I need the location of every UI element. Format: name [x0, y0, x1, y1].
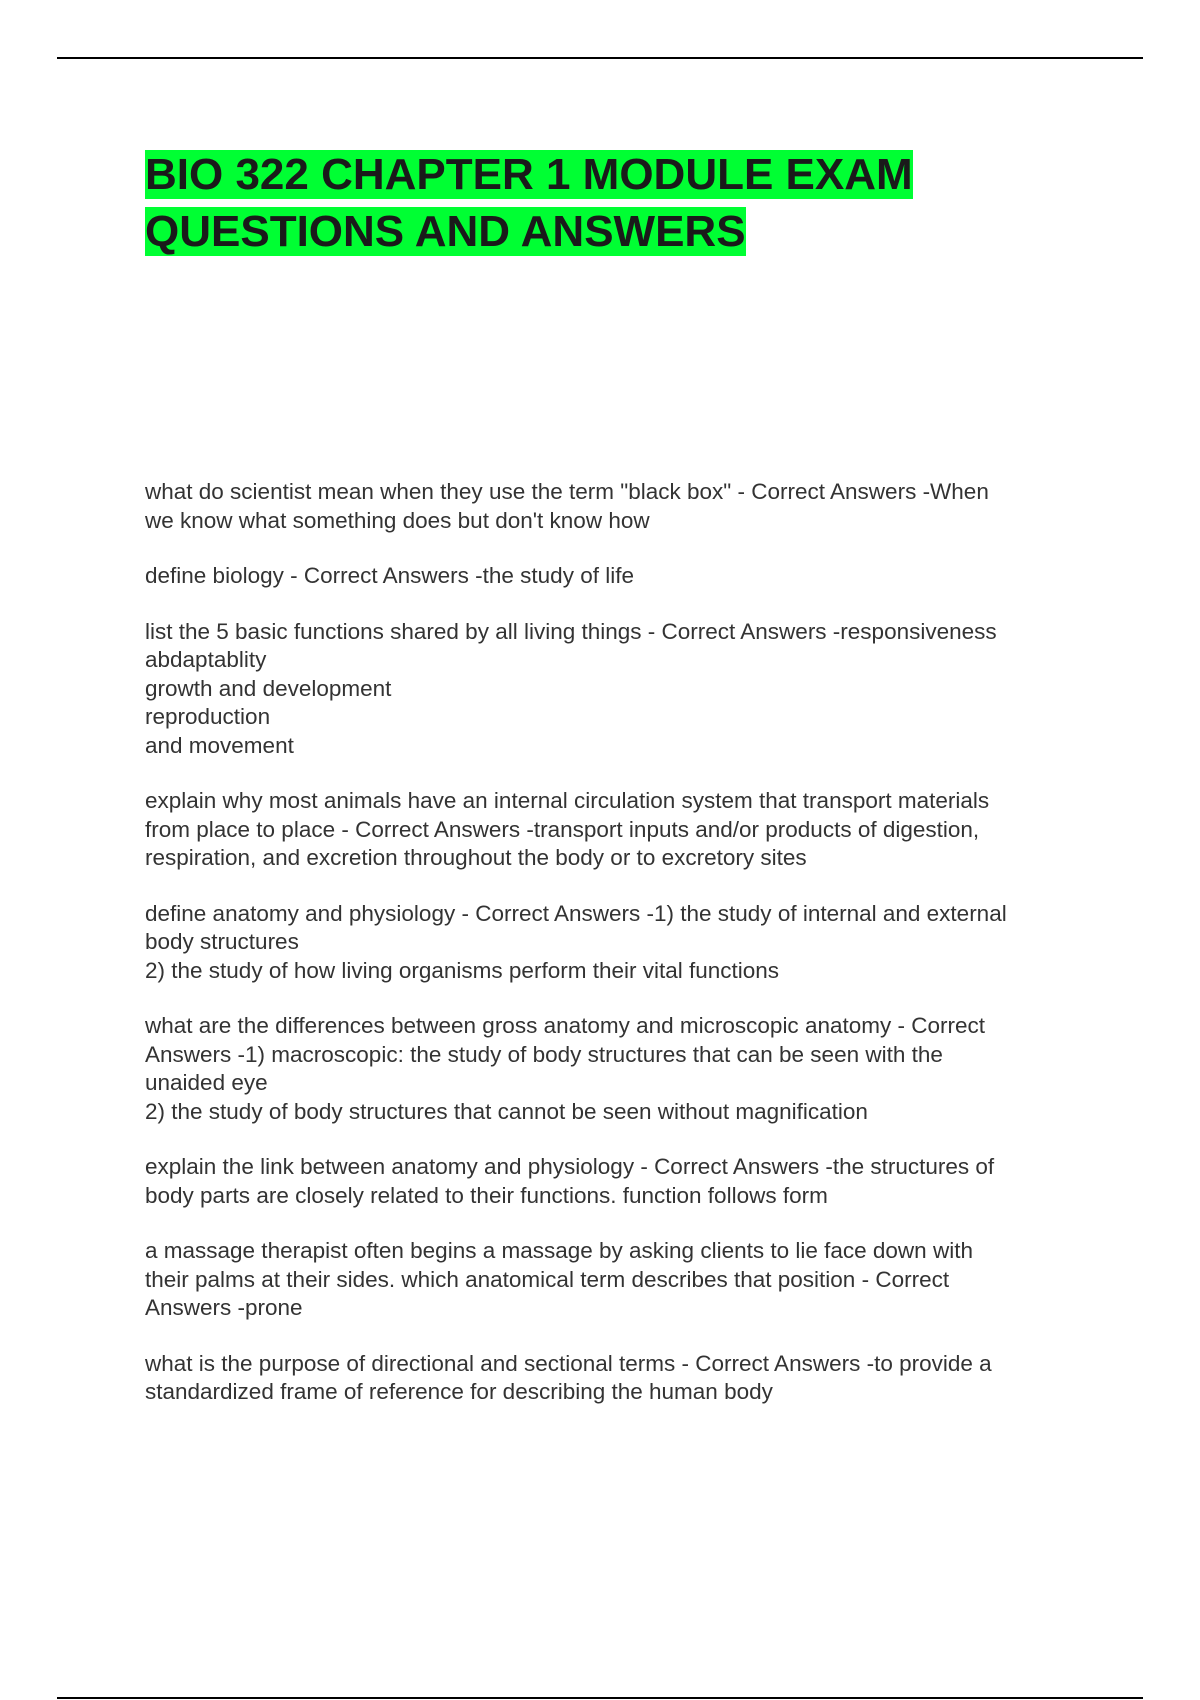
page-title-line-1: BIO 322 CHAPTER 1 MODULE EXAM [145, 150, 913, 199]
qa-line: define anatomy and physiology - Correct Answers -1) the study of internal and external [145, 900, 1007, 926]
qa-line: explain why most animals have an internal circulation system that transport materials [145, 788, 990, 813]
bottom-rule [57, 1697, 1143, 1699]
qa-line: Answers -prone [145, 1295, 303, 1320]
qa-line: reproduction [145, 704, 271, 729]
qa-line: and movement [145, 732, 294, 758]
qa-line: unaided eye [145, 1070, 268, 1095]
qa-item [145, 1350, 1085, 1407]
qa-line: their palms at their sides. which anatomical term describes that position - Correct [145, 1266, 950, 1292]
qa-line: a massage therapist often begins a massage by asking clients to lie face down with [145, 1238, 973, 1263]
qa-line: abdaptablity [145, 647, 267, 672]
qa-item [145, 1012, 1085, 1126]
qa-line: body parts are closely related to their functions. function follows form [145, 1182, 828, 1208]
qa-line: 2) the study of body structures that cannot be seen without magnification [145, 1098, 868, 1124]
qa-line: what do scientist mean when they use the term "black box" - Correct Answers -When [145, 479, 989, 504]
qa-item [145, 478, 1085, 535]
qa-line: we know what something does but don't know how [145, 507, 650, 533]
qa-line: growth and development [145, 675, 392, 701]
qa-line: 2) the study of how living organisms perform their vital functions [145, 957, 780, 983]
qa-item [145, 900, 1085, 986]
qa-line: respiration, and excretion throughout the body or to excretory sites [145, 845, 807, 870]
qa-item [145, 1237, 1085, 1323]
qa-line: define biology - Correct Answers -the study of life [145, 563, 634, 588]
page-title-line-2: QUESTIONS AND ANSWERS [145, 207, 746, 256]
qa-line: from place to place - Correct Answers -transport inputs and/or products of digestion, [145, 816, 980, 842]
qa-line: standardized frame of reference for describing the human body [145, 1379, 773, 1404]
qa-line: what is the purpose of directional and sectional terms - Correct Answers -to provide a [145, 1350, 992, 1376]
qa-line: body structures [145, 929, 299, 954]
qa-item [145, 787, 1085, 873]
qa-item [145, 618, 1085, 761]
page-title [145, 146, 1145, 260]
qa-line: explain the link between anatomy and physiology - Correct Answers -the structures of [145, 1154, 995, 1179]
qa-line: Answers -1) macroscopic: the study of body structures that can be seen with the [145, 1041, 943, 1067]
qa-item [145, 562, 1085, 591]
qa-list [145, 478, 1085, 1434]
qa-item [145, 1153, 1085, 1210]
top-rule [57, 57, 1143, 59]
qa-line: list the 5 basic functions shared by all living things - Correct Answers -responsiveness [145, 618, 997, 644]
qa-line: what are the differences between gross anatomy and microscopic anatomy - Correct [145, 1013, 985, 1038]
